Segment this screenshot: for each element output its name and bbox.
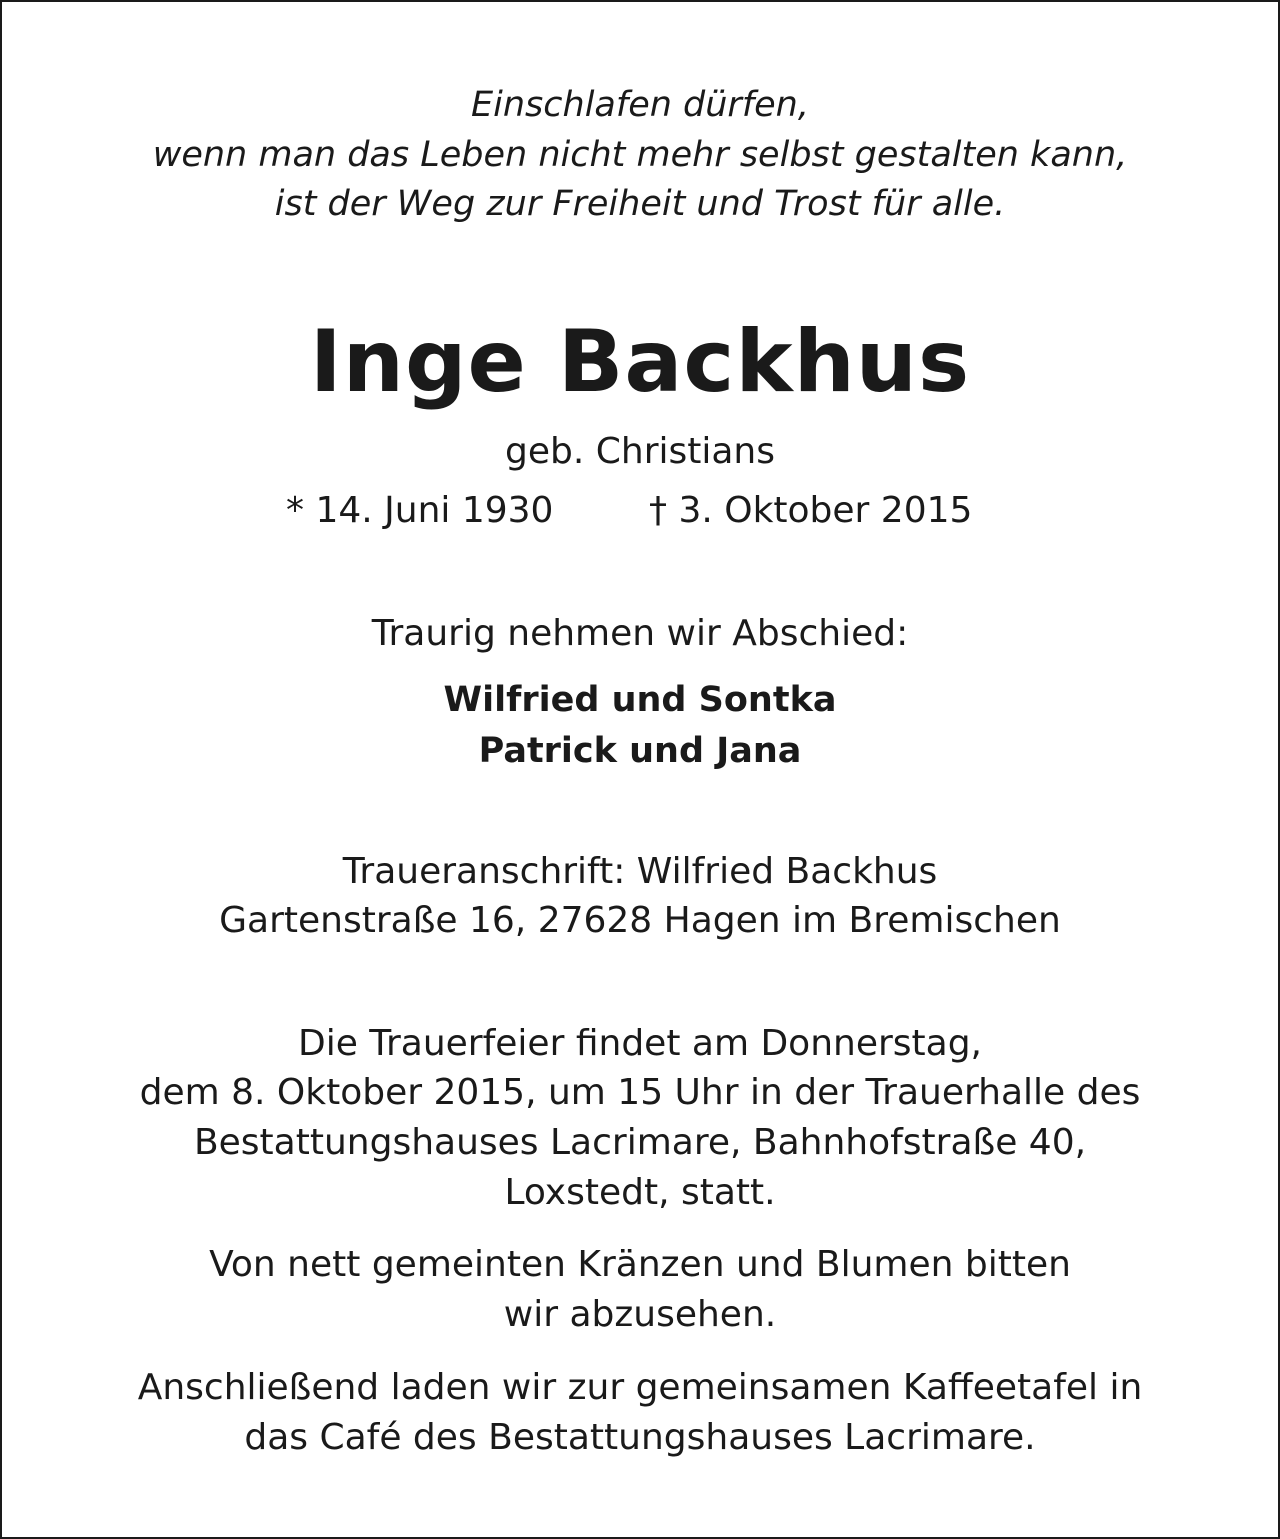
mourner-names: Patrick und Jana (478, 731, 802, 771)
farewell-intro: Traurig nehmen wir Abschied: (371, 613, 909, 654)
flowers-note: Von nett gemeinten Kränzen und Blumen bitten (209, 1244, 1071, 1285)
ceremony-details: Die Trauerfeier findet am Donnerstag, (297, 1023, 983, 1064)
mourner-names: Wilfried und Sontka (443, 680, 837, 720)
ceremony-details: Bestattungshauses Lacrimare, Bahnhofstraße 40, (193, 1122, 1087, 1163)
birth-date: * 14. Juni 1930 (286, 490, 554, 531)
coffee-note: Anschließend laden wir zur gemeinsamen Kaffeetafel in (137, 1367, 1143, 1408)
ceremony-details: Loxstedt, statt. (504, 1172, 776, 1213)
deceased-name: Inge Backhus (309, 312, 971, 412)
birth-name: geb. Christians (505, 431, 775, 472)
motto-line: Einschlafen dürfen, (471, 85, 809, 125)
coffee-note: das Café des Bestattungshauses Lacrimare. (244, 1417, 1036, 1458)
death-date: † 3. Oktober 2015 (649, 490, 973, 531)
motto-line: wenn man das Leben nicht mehr selbst gestalten kann, (152, 135, 1128, 175)
condolence-address: Gartenstraße 16, 27628 Hagen im Bremischen (219, 900, 1061, 941)
condolence-address: Traueranschrift: Wilfried Backhus (342, 851, 938, 892)
flowers-note: wir abzusehen. (503, 1294, 777, 1335)
motto-line: ist der Weg zur Freiheit und Trost für alle. (274, 184, 1006, 224)
ceremony-details: dem 8. Oktober 2015, um 15 Uhr in der Trauerhalle des (139, 1072, 1141, 1113)
